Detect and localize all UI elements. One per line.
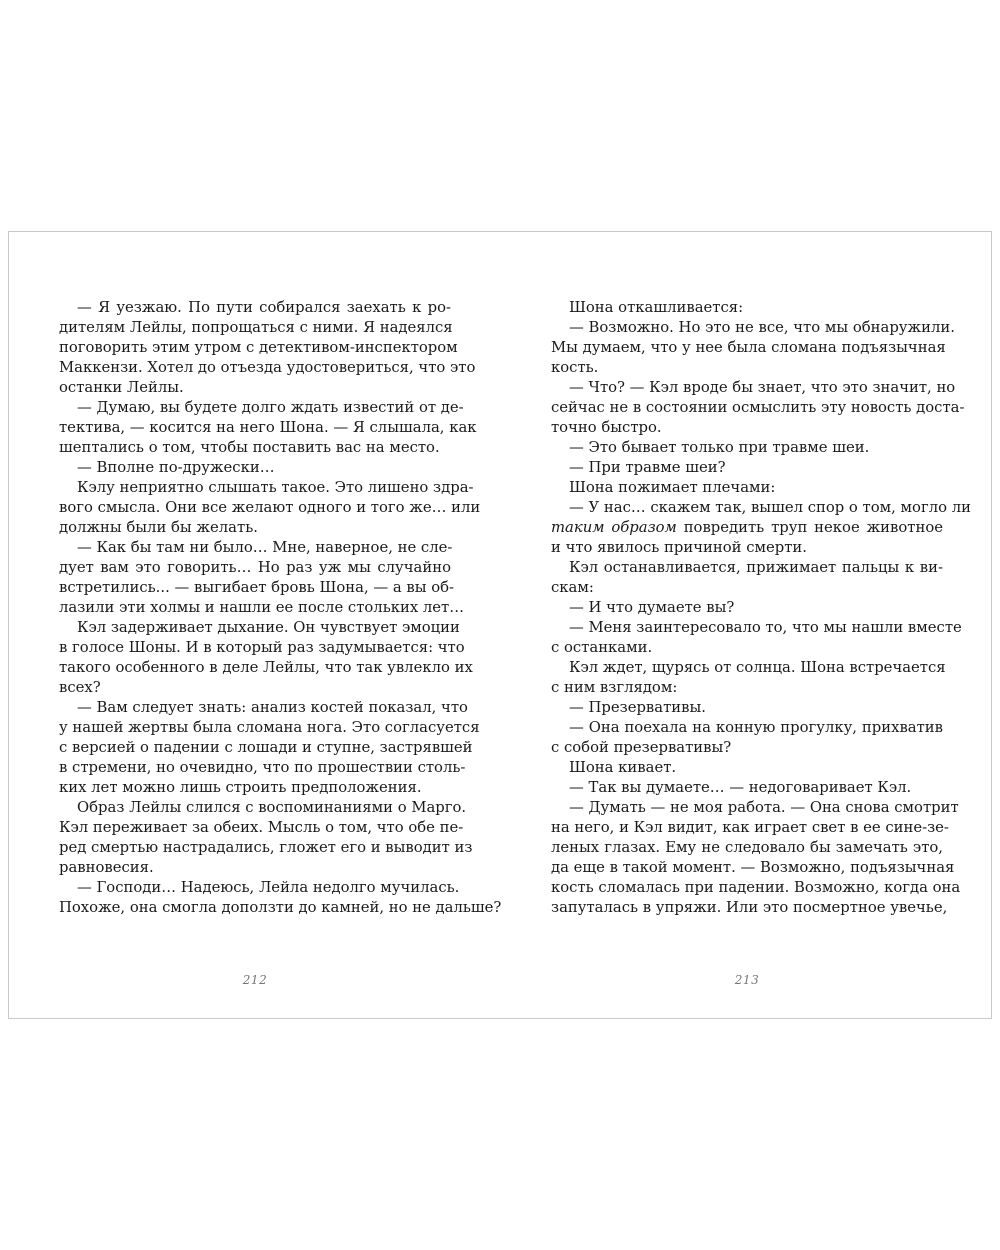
italic-emphasis: таким образом	[551, 519, 677, 536]
text-line: — Вам следует знать: анализ костей показал, что	[77, 699, 468, 716]
text-line: — Думать — не моя работа. — Она снова смотрит	[569, 799, 959, 816]
text-line: лазили эти холмы и нашли ее после стольких лет…	[59, 599, 465, 616]
text-line: и что явилось причиной смерти.	[551, 539, 807, 556]
text-line: на него, и Кэл видит, как играет свет в ее сине-зе-	[551, 819, 949, 836]
right-page	[501, 232, 993, 1018]
text-line: шептались о том, чтобы поставить вас на место.	[59, 439, 440, 456]
text-line: — Я уезжаю. По пути собирался заехать к ро-	[77, 299, 451, 316]
text-line: ких лет можно лишь строить предположения.	[59, 779, 422, 796]
text-line: — У нас… скажем так, вышел спор о том, могло ли	[569, 499, 971, 516]
left-page-number: 212	[242, 973, 268, 987]
text-line: должны были бы желать.	[59, 519, 258, 536]
text-line: тектива, — косится на него Шона. — Я слышала, как	[59, 419, 477, 436]
text-line: ред смертью настрадались, гложет его и выводит из	[59, 839, 473, 856]
text-line: кость сломалась при падении. Возможно, когда она	[551, 879, 961, 896]
text-line: Кэл ждет, щурясь от солнца. Шона встречается	[569, 659, 946, 676]
right-page-number: 213	[734, 973, 760, 987]
text-line: — Возможно. Но это не все, что мы обнаружили.	[569, 319, 955, 336]
text-line: кость.	[551, 359, 599, 376]
line-text: повредить труп некое животное	[676, 519, 943, 536]
text-line: дителям Лейлы, попрощаться с ними. Я надеялся	[59, 319, 453, 336]
text-line: — Как бы там ни было… Мне, наверное, не сле-	[77, 539, 453, 556]
text-line: с версией о падении с лошади и ступне, застрявшей	[59, 739, 473, 756]
text-line: — Думаю, вы будете долго ждать известий от де-	[77, 399, 464, 416]
text-line: Маккензи. Хотел до отъезда удостовериться, что это	[59, 359, 476, 376]
text-line: поговорить этим утром с детективом-инспектором	[59, 339, 458, 356]
text-line: запуталась в упряжи. Или это посмертное увечье,	[551, 899, 948, 916]
text-line: леных глазах. Ему не следовало бы замечать это,	[551, 839, 943, 856]
text-line: сейчас не в состоянии осмыслить эту новость доста-	[551, 399, 965, 416]
text-line: — При травме шеи?	[569, 459, 726, 476]
text-line: встретились... — выгибает бровь Шона, — а вы об-	[59, 579, 455, 596]
text-line: вого смысла. Они все желают одного и того же… или	[59, 499, 481, 516]
right-page-text	[551, 298, 971, 918]
left-page-text	[59, 298, 502, 918]
text-line	[551, 518, 943, 538]
text-line: равновесия.	[59, 859, 154, 876]
text-line: — Это бывает только при травме шеи.	[569, 439, 870, 456]
text-line: дует вам это говорить… Но раз уж мы случайно	[59, 559, 451, 576]
text-line: — Вполне по-дружески…	[77, 459, 275, 476]
text-line: — Меня заинтересовало то, что мы нашли вместе	[569, 619, 962, 636]
text-line: Образ Лейлы слился с воспоминаниями о Марго.	[77, 799, 467, 816]
text-line: Кэл переживает за обеих. Мысль о том, что обе пе-	[59, 819, 464, 836]
text-line: да еще в такой момент. — Возможно, подъязычная	[551, 859, 955, 876]
text-line: — Презервативы.	[569, 699, 706, 716]
text-line: Мы думаем, что у нее была сломана подъязычная	[551, 339, 946, 356]
book-spread	[8, 231, 992, 1019]
text-line: — Так вы думаете… — недоговаривает Кэл.	[569, 779, 912, 796]
text-line: с собой презервативы?	[551, 739, 732, 756]
text-line: Похоже, она смогла доползти до камней, но не дальше?	[59, 899, 502, 916]
text-line: у нашей жертвы была сломана нога. Это согласуется	[59, 719, 480, 736]
text-line: Шона откашливается:	[569, 299, 744, 316]
text-line: Шона пожимает плечами:	[569, 479, 776, 496]
text-line: в голосе Шоны. И в который раз задумывается: что	[59, 639, 465, 656]
text-line: — И что думаете вы?	[569, 599, 735, 616]
text-line: Кэлу неприятно слышать такое. Это лишено здра-	[77, 479, 474, 496]
text-line: скам:	[551, 579, 594, 596]
text-line: точно быстро.	[551, 419, 662, 436]
left-page	[9, 232, 501, 1018]
text-line: Шона кивает.	[569, 759, 677, 776]
text-line: с ним взглядом:	[551, 679, 678, 696]
text-line: останки Лейлы.	[59, 379, 184, 396]
text-line: с останками.	[551, 639, 653, 656]
text-line: такого особенного в деле Лейлы, что так увлекло их	[59, 659, 473, 676]
text-line: — Что? — Кэл вроде бы знает, что это значит, но	[569, 379, 956, 396]
text-line: — Господи… Надеюсь, Лейла недолго мучилась.	[77, 879, 460, 896]
text-line: всех?	[59, 679, 101, 696]
text-line: Кэл останавливается, прижимает пальцы к ви-	[569, 559, 943, 576]
text-line: Кэл задерживает дыхание. Он чувствует эмоции	[77, 619, 460, 636]
text-line: в стремени, но очевидно, что по прошествии столь-	[59, 759, 466, 776]
text-line: — Она поехала на конную прогулку, прихватив	[569, 719, 943, 736]
